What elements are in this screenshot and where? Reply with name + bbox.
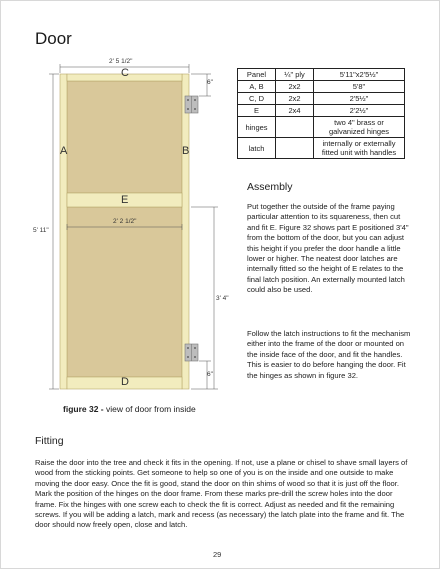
materials-table	[237, 68, 405, 159]
page-title: Door	[35, 29, 72, 48]
dim-height: 5' 11"	[33, 227, 49, 234]
fitting-paragraph: Raise the door into the tree and check it fits in the opening. If not, use a plane or chisel to shave small layers of wood from the sticking points. Get someone to help so one of you is on the inside and one outside to make moving the door easy. Once the fit is good, stand the door on thin shims of wood so that it is just off the floor. Mark the position of the hinges on the door frame. From these marks pre-drill the screw holes into the door frame. Fix the hinges with one screw each to check the fit is correct. Adjust as needed and fit the remaining screws. If you will be adding a latch, mark and recess (as necessary) the latch plate into the frame and fit. The door should now freely open, close and latch.	[35, 458, 408, 530]
frame-a	[60, 74, 67, 389]
table-cell: C, D	[238, 93, 276, 105]
table-cell: 2x2	[276, 81, 314, 93]
figure-caption	[63, 404, 196, 414]
label-d: D	[121, 376, 129, 388]
table-cell: E	[238, 105, 276, 117]
assembly-heading: Assembly	[247, 181, 293, 193]
caption-bold: figure 32 -	[63, 404, 104, 414]
table-cell: latch	[238, 138, 276, 159]
dim-top-hinge: 6"	[207, 79, 213, 86]
dim-bottom-hinge: 6"	[207, 371, 213, 378]
table-row	[238, 81, 405, 93]
table-cell: 2x2	[276, 93, 314, 105]
label-e: E	[121, 194, 129, 206]
fitting-heading: Fitting	[35, 435, 64, 447]
table-cell: 2'5½"	[314, 93, 405, 105]
dim-top-width: 2' 5 1/2"	[109, 58, 133, 65]
table-cell: Panel	[238, 69, 276, 81]
table-cell	[276, 138, 314, 159]
frame-b	[182, 74, 189, 389]
caption-text: view of door from inside	[103, 404, 196, 414]
page-number: 29	[213, 550, 222, 559]
table-cell: 2'2½"	[314, 105, 405, 117]
door-lower-panel	[67, 207, 182, 377]
table-cell: ¼" ply	[276, 69, 314, 81]
table-cell: hinges	[238, 117, 276, 138]
table-cell: 2x4	[276, 105, 314, 117]
dim-handle-height: 3' 4"	[216, 295, 229, 302]
table-cell: A, B	[238, 81, 276, 93]
table-cell	[276, 117, 314, 138]
table-row	[238, 105, 405, 117]
label-c: C	[121, 67, 129, 79]
table-cell: two 4" brass or galvanized hinges	[314, 117, 405, 138]
door-upper-panel	[67, 81, 182, 193]
hinge-bottom-icon	[185, 344, 198, 361]
table-cell: 5'11"x2'5½"	[314, 69, 405, 81]
assembly-paragraph-2: Follow the latch instructions to fit the mechanism either into the frame of the door or mounted on the inside face of the door, and fit the handles. This is easier to do before hanging the door. Fit the hinges as shown in figure 32.	[247, 329, 411, 380]
dim-inner-width: 2' 2 1/2"	[113, 218, 137, 225]
table-cell: 5'8"	[314, 81, 405, 93]
table-cell: internally or externally fitted unit with handles	[314, 138, 405, 159]
table-row	[238, 93, 405, 105]
table-row	[238, 69, 405, 81]
label-a: A	[60, 145, 68, 157]
table-row	[238, 117, 405, 138]
label-b: B	[182, 145, 190, 157]
table-row	[238, 138, 405, 159]
hinge-top-icon	[185, 96, 198, 113]
assembly-paragraph-1: Put together the outside of the frame paying particular attention to its squareness, then cut and fit E. Figure 32 shows part E positioned 3'4" from the bottom of the door, but you can adjust this height if you prefer the door handle a little lower or higher. The neatest door latches are internally fitted so the height of E relates to the final latch position. An externally mounted latch could also be used.	[247, 202, 409, 295]
